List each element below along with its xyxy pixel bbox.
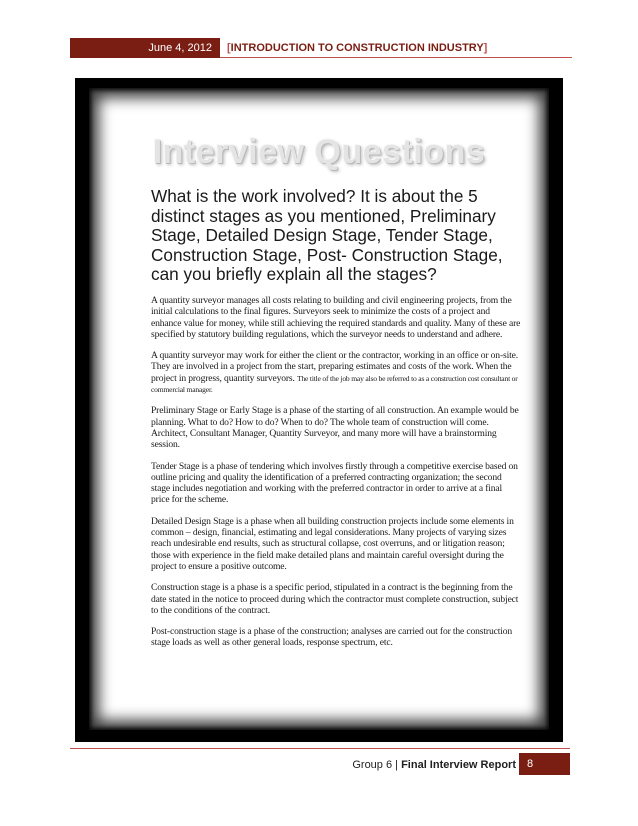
footer-text <box>352 754 516 776</box>
scan-paragraph: Tender Stage is a phase of tendering which involves firstly through a competitive exercise based on outline pricing and quality the identification of a preferred contracting organization; the second stage includes negotiation and working with the preferred contractor in order to arrive at a final price for the scheme. <box>151 460 518 506</box>
header-bracket-open: [ <box>227 42 231 54</box>
scanned-page-frame <box>75 78 563 742</box>
scan-paragraph: Detailed Design Stage is a phase when all building construction projects include some elements in common – design, financial, estimating and legal considerations. Many projects of varying sizes reach undesirable end results, such as structural collapse, cost overruns, and or litigation reason; those with experience in the field make detailed plans and maintain careful oversight during the project to ensure a positive outcome. <box>151 515 514 572</box>
scan-title: Interview Questions <box>152 133 486 171</box>
footer-group: Group 6 <box>352 759 393 771</box>
scanned-page <box>89 88 549 730</box>
scan-paragraph: Post-construction stage is a phase of the construction; analyses are carried out for the construction stage loads as well as other general loads, response spectrum, etc. <box>151 626 513 649</box>
scan-paragraph <box>151 350 521 395</box>
header-date: June 4, 2012 <box>70 38 220 58</box>
scan-question: What is the work involved? It is about the 5 distinct stages as you mentioned, Preliminary Stage, Detailed Design Stage, Tender Stage, Construction Stage, Post- Construction Stage, can you briefly explain all the stages? <box>151 186 503 285</box>
page-number: 8 <box>519 753 570 775</box>
footer-rule <box>70 748 570 749</box>
footer-separator: | <box>392 759 402 771</box>
scan-paragraph: A quantity surveyor manages all costs relating to building and civil engineering projects, from the initial calculations to the final figures. Surveyors seek to minimize the costs of a project and enhance value for money, while still achieving the required standards and quality. Many of these are specified by statutory building regulations, which the surveyor needs to understand and adhere. <box>151 295 521 340</box>
header-bracket-close: ] <box>483 42 488 54</box>
scan-body <box>151 295 521 659</box>
header-title <box>227 38 487 58</box>
scan-paragraph-note: The title of the job may also be referred to as a construction cost consultant or commercial manager. <box>151 373 518 395</box>
scan-paragraph-main: A quantity surveyor may work for either the client or the contractor, working in an office or on-site. They are involved in a project from the start, preparing estimates and costs of the work. When the project in progress, quantity surveyors. <box>151 350 518 384</box>
scan-paragraph: Construction stage is a phase is a specific period, stipulated in a contract is the beginning from the date stated in the notice to proceed during which the contractor must complete construction, subject to the conditions of the contract. <box>151 582 519 616</box>
footer-report: Final Interview Report <box>401 759 516 771</box>
scan-paragraph: Preliminary Stage or Early Stage is a phase of the starting of all construction. An example would be planning. What to do? How to do? When to do? The whole team of construction will come. Architect, Consultant Manager, Quantity Surveyor, and many more will have a brainstorming session. <box>151 405 519 451</box>
header-title-text: INTRODUCTION TO CONSTRUCTION INDUSTRY <box>230 42 484 54</box>
header-rule <box>220 57 572 58</box>
